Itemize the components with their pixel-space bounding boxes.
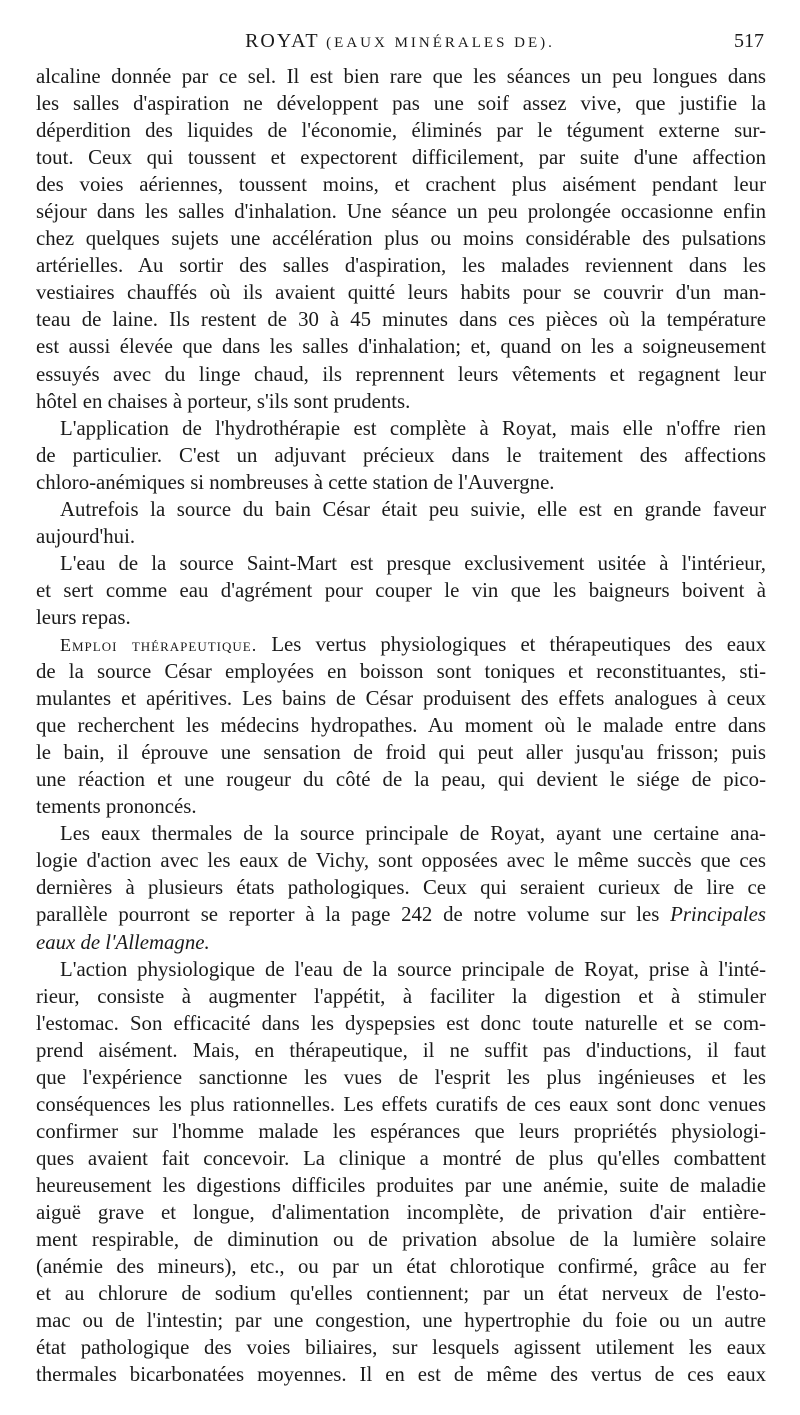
text-line: déperdition des liquides de l'économie, éliminés par le tégument externe sur- [36, 119, 766, 143]
text-line: et sert comme eau d'agrément pour couper le vin que les baigneurs boivent à [36, 578, 766, 602]
text-line: (anémie des mineurs), etc., ou par un état chlorotique confirmé, grâce au fer [36, 1255, 766, 1279]
text-line: logie d'action avec les eaux de Vichy, sont opposées avec le même succès que ces [36, 849, 766, 873]
text-line: que recherchent les médecins hydropathes. Au moment où le malade entre dans [36, 714, 766, 738]
text-line [36, 631, 766, 658]
text-line: que l'expérience sanctionne les vues de l'esprit les plus ingénieuses et les [36, 1065, 766, 1089]
text-line: de la source César employées en boisson sont toniques et reconstituantes, sti- [36, 660, 766, 684]
body-text [36, 63, 766, 1415]
text-line: des voies aériennes, toussent moins, et crachent plus aisément pendant leur [36, 173, 766, 197]
text-line: chez quelques sujets une accélération plus ou moins considérable des pulsations [36, 227, 766, 251]
text-line: est aussi élevée que dans les salles d'inhalation; et, quand on les a soigneusement [36, 335, 766, 359]
text-line: alcaline donnée par ce sel. Il est bien rare que les séances un peu longues dans [36, 65, 766, 88]
page-header [36, 30, 764, 60]
text-fragment: Les vertus physiologiques et thérapeutiques des eaux [271, 632, 767, 656]
text-line: mac ou de l'intestin; par une congestion, une hypertrophie du foie ou un autre [36, 1309, 766, 1333]
running-head [36, 30, 764, 53]
text-line: dernières à plusieurs états pathologiques. Ceux qui seraient curieux de lire ce [36, 876, 766, 900]
section-heading: Emploi thérapeutique. [60, 634, 258, 655]
text-line: mulantes et apéritives. Les bains de César produisent des effets analogues à ceux [36, 687, 766, 711]
text-line: eaux de l'Allemagne. [36, 930, 210, 954]
text-line: prend aisément. Mais, en thérapeutique, il ne suffit pas d'inductions, il faut [36, 1038, 766, 1062]
text-line: ment respirable, de diminution ou de privation absolue de la lumière solaire [36, 1228, 766, 1252]
running-head-title: ROYAT [245, 30, 320, 52]
text-line: tements prononcés. [36, 795, 197, 819]
text-line: heureusement les digestions difficiles produites par une anémie, suite de maladie [36, 1173, 766, 1197]
text-line: état pathologique des voies biliaires, sur lesquels agissent utilement les eaux [36, 1336, 766, 1360]
text-line: L'eau de la source Saint-Mart est presque exclusivement usitée à l'intérieur, [60, 551, 766, 575]
text-line: Autrefois la source du bain César était peu suivie, elle est en grande faveur [60, 497, 766, 521]
text-line: leurs repas. [36, 605, 131, 629]
text-line: et au chlorure de sodium qu'elles contiennent; par un état nerveux de l'esto- [36, 1282, 766, 1306]
text-line: hôtel en chaises à porteur, s'ils sont prudents. [36, 389, 411, 413]
italic-title: Principales [670, 903, 767, 927]
text-line: le bain, il éprouve une sensation de froid qui peut aller jusqu'au frisson; puis [36, 741, 766, 765]
text-line: aiguë grave et longue, d'alimentation incomplète, de privation d'air entière- [36, 1200, 766, 1224]
text-line: thermales bicarbonatées moyennes. Il en est de même des vertus de ces eaux [36, 1363, 766, 1387]
text-line: une réaction et une rougeur du côté de la peau, qui devient le siége de pico- [36, 768, 766, 792]
text-line: teau de laine. Ils restent de 30 à 45 minutes dans ces pièces où la température [36, 308, 766, 332]
text-line: vestiaires chauffés où ils avaient quitté leurs habits pour se couvrir d'un man- [36, 281, 766, 305]
text-line: ques avaient fait concevoir. La clinique a montré de plus qu'elles combattent [36, 1146, 766, 1170]
running-head-subtitle: (EAUX MINÉRALES DE). [326, 35, 555, 51]
text-line: essuyés avec du linge chaud, ils reprennent leurs vêtements et regagnent leur [36, 362, 766, 386]
text-line: artérielles. Au sortir des salles d'aspiration, les malades reviennent dans les [36, 254, 766, 278]
text-line: les salles d'aspiration ne développent pas une soif assez vive, que justifie la [36, 92, 766, 116]
text-line: l'estomac. Son efficacité dans les dyspepsies est donc toute naturelle et se com- [36, 1011, 766, 1035]
text-line: conséquences les plus rationnelles. Les effets curatifs de ces eaux sont donc venues [36, 1092, 766, 1116]
text-line: aujourd'hui. [36, 524, 136, 548]
text-line [36, 1388, 766, 1415]
text-line: Les eaux thermales de la source principale de Royat, ayant une certaine ana- [60, 822, 766, 846]
text-line [36, 901, 766, 928]
text-line: chloro-anémiques si nombreuses à cette station de l'Auvergne. [36, 470, 555, 494]
text-line: tout. Ceux qui toussent et expectorent difficilement, par suite d'une affection [36, 146, 766, 170]
text-line: séjour dans les salles d'inhalation. Une séance un peu prolongée occasionne enfin [36, 200, 766, 224]
text-fragment: parallèle pourront se reporter à la page 242 de notre volume sur les [36, 903, 660, 927]
text-line: rieur, consiste à augmenter l'appétit, à faciliter la digestion et à stimuler [36, 984, 766, 1008]
text-line: confirmer sur l'homme malade les espérances que leurs propriétés physiologi- [36, 1119, 766, 1143]
page-number: 517 [734, 30, 764, 52]
text-line: L'action physiologique de l'eau de la source principale de Royat, prise à l'inté- [60, 957, 766, 981]
text-line: L'application de l'hydrothérapie est complète à Royat, mais elle n'offre rien [60, 416, 766, 440]
text-line: de particulier. C'est un adjuvant précieux dans le traitement des affections [36, 443, 766, 467]
